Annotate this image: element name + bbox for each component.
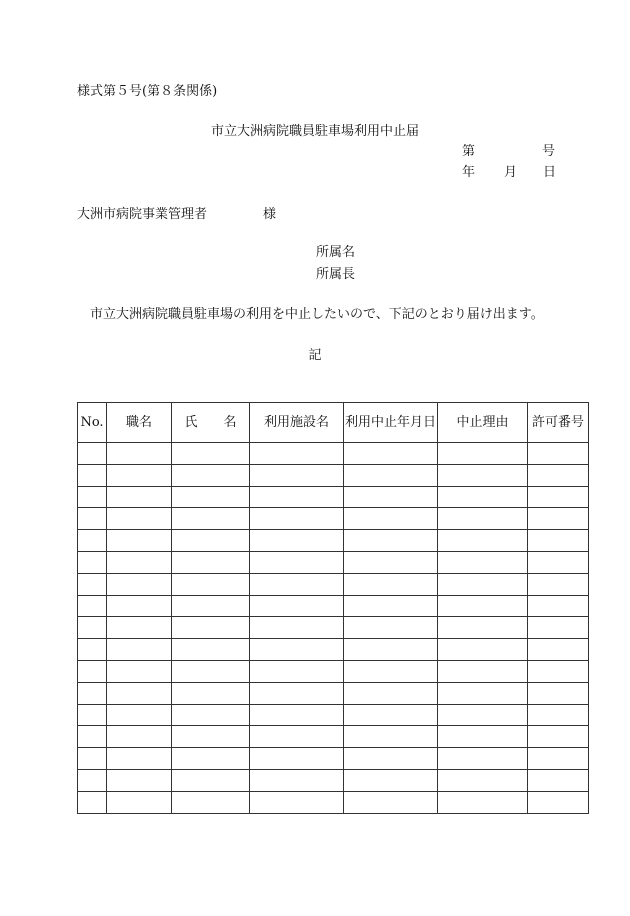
table-cell[interactable]: [78, 769, 107, 791]
table-cell[interactable]: [250, 443, 344, 465]
table-cell[interactable]: [78, 748, 107, 770]
number-go: 号: [542, 144, 556, 159]
table-cell[interactable]: [107, 769, 172, 791]
table-row: [78, 726, 589, 748]
table-cell[interactable]: [344, 443, 438, 465]
table-row: [78, 595, 589, 617]
table-cell[interactable]: [438, 791, 528, 813]
table-cell[interactable]: [344, 769, 438, 791]
table-row: [78, 486, 589, 508]
table-cell[interactable]: [172, 726, 250, 748]
table-cell[interactable]: [107, 748, 172, 770]
header-facility: 利用施設名: [250, 403, 344, 443]
table-cell[interactable]: [172, 464, 250, 486]
table-cell[interactable]: [344, 573, 438, 595]
table-cell[interactable]: [107, 595, 172, 617]
table-cell[interactable]: [172, 443, 250, 465]
ki-heading: 記: [308, 348, 322, 363]
table-cell[interactable]: [528, 639, 589, 661]
table-cell[interactable]: [250, 769, 344, 791]
table-cell[interactable]: [172, 595, 250, 617]
table-cell[interactable]: [172, 551, 250, 573]
table-row: [78, 639, 589, 661]
table-cell[interactable]: [344, 704, 438, 726]
table-row: [78, 551, 589, 573]
table-cell[interactable]: [250, 748, 344, 770]
table-header-row: [78, 403, 589, 443]
table-cell[interactable]: [528, 530, 589, 552]
table-cell[interactable]: [344, 617, 438, 639]
table-cell[interactable]: [438, 530, 528, 552]
table-cell[interactable]: [344, 530, 438, 552]
table-cell[interactable]: [250, 551, 344, 573]
table-cell[interactable]: [78, 443, 107, 465]
table-cell[interactable]: [78, 791, 107, 813]
table-cell[interactable]: [250, 660, 344, 682]
date-year: 年: [462, 165, 476, 180]
table-cell[interactable]: [344, 726, 438, 748]
table-cell[interactable]: [78, 508, 107, 530]
table-cell[interactable]: [78, 617, 107, 639]
header-stop-date: 利用中止年月日: [344, 403, 438, 443]
header-permit-number: 許可番号: [528, 403, 589, 443]
affiliation-name-label: 所属名: [316, 245, 356, 260]
table-cell[interactable]: [78, 464, 107, 486]
table-row: [78, 748, 589, 770]
table-cell[interactable]: [172, 617, 250, 639]
table-cell[interactable]: [250, 791, 344, 813]
table-cell[interactable]: [107, 508, 172, 530]
table-cell[interactable]: [528, 748, 589, 770]
table-cell[interactable]: [250, 486, 344, 508]
table-cell[interactable]: [438, 748, 528, 770]
addressee-name: 大洲市病院事業管理者: [77, 207, 208, 222]
table-row: [78, 682, 589, 704]
header-job-title: 職名: [107, 403, 172, 443]
table-cell[interactable]: [78, 726, 107, 748]
table-cell[interactable]: [528, 508, 589, 530]
table-cell[interactable]: [438, 682, 528, 704]
table-cell[interactable]: [528, 769, 589, 791]
table-cell[interactable]: [172, 573, 250, 595]
header-no: No.: [78, 403, 107, 443]
header-reason: 中止理由: [438, 403, 528, 443]
table-cell[interactable]: [438, 464, 528, 486]
table-cell[interactable]: [528, 573, 589, 595]
header-name: 氏 名: [172, 403, 250, 443]
table-cell[interactable]: [344, 682, 438, 704]
table-cell[interactable]: [78, 595, 107, 617]
table-cell[interactable]: [78, 530, 107, 552]
table-cell[interactable]: [528, 551, 589, 573]
table-cell[interactable]: [107, 639, 172, 661]
table-cell[interactable]: [250, 530, 344, 552]
table-cell[interactable]: [172, 508, 250, 530]
table-cell[interactable]: [78, 682, 107, 704]
table-cell[interactable]: [172, 530, 250, 552]
records-table: [77, 402, 589, 814]
document-title: 市立大洲病院職員駐車場利用中止届: [210, 124, 419, 139]
table-cell[interactable]: [172, 748, 250, 770]
table-cell[interactable]: [107, 726, 172, 748]
table-cell[interactable]: [172, 639, 250, 661]
date-month: 月: [504, 165, 518, 180]
table-cell[interactable]: [528, 617, 589, 639]
table-row: [78, 769, 589, 791]
table-cell[interactable]: [172, 769, 250, 791]
table-cell[interactable]: [528, 443, 589, 465]
table-cell[interactable]: [438, 443, 528, 465]
table-cell[interactable]: [172, 486, 250, 508]
table-cell[interactable]: [107, 551, 172, 573]
table-cell[interactable]: [172, 682, 250, 704]
table-cell[interactable]: [528, 791, 589, 813]
table-cell[interactable]: [250, 573, 344, 595]
table-cell[interactable]: [250, 682, 344, 704]
table-cell[interactable]: [107, 660, 172, 682]
table-cell[interactable]: [250, 595, 344, 617]
table-cell[interactable]: [172, 660, 250, 682]
table-cell[interactable]: [438, 704, 528, 726]
table-cell[interactable]: [438, 660, 528, 682]
table-cell[interactable]: [107, 443, 172, 465]
table-cell[interactable]: [172, 791, 250, 813]
table-cell[interactable]: [344, 508, 438, 530]
table-cell[interactable]: [78, 704, 107, 726]
table-cell[interactable]: [344, 639, 438, 661]
table-cell[interactable]: [250, 464, 344, 486]
table-cell[interactable]: [528, 464, 589, 486]
number-dai: 第: [462, 144, 476, 159]
table-cell[interactable]: [344, 748, 438, 770]
table-row: [78, 617, 589, 639]
table-cell[interactable]: [344, 660, 438, 682]
table-cell[interactable]: [107, 704, 172, 726]
table-row: [78, 443, 589, 465]
table-cell[interactable]: [78, 573, 107, 595]
table-cell[interactable]: [438, 595, 528, 617]
table-cell[interactable]: [528, 486, 589, 508]
table-cell[interactable]: [78, 639, 107, 661]
table-cell[interactable]: [528, 726, 589, 748]
table-cell[interactable]: [172, 704, 250, 726]
table-row: [78, 464, 589, 486]
table-row: [78, 704, 589, 726]
table-cell[interactable]: [438, 573, 528, 595]
table-cell[interactable]: [250, 704, 344, 726]
table-cell[interactable]: [107, 682, 172, 704]
table-cell[interactable]: [438, 486, 528, 508]
table-cell[interactable]: [344, 486, 438, 508]
table-cell[interactable]: [250, 639, 344, 661]
table-cell[interactable]: [107, 464, 172, 486]
body-text: 市立大洲病院職員駐車場の利用を中止したいので、下記のとおり届け出ます。: [90, 307, 544, 322]
table-cell[interactable]: [528, 660, 589, 682]
table-cell[interactable]: [250, 508, 344, 530]
table-cell[interactable]: [528, 704, 589, 726]
table-cell[interactable]: [438, 639, 528, 661]
table-cell[interactable]: [107, 530, 172, 552]
table-cell[interactable]: [250, 617, 344, 639]
addressee-suffix: 様: [263, 207, 277, 222]
table-cell[interactable]: [344, 551, 438, 573]
table-cell[interactable]: [107, 791, 172, 813]
table-cell[interactable]: [344, 595, 438, 617]
table-cell[interactable]: [344, 791, 438, 813]
table-row: [78, 791, 589, 813]
table-cell[interactable]: [438, 551, 528, 573]
table-cell[interactable]: [528, 595, 589, 617]
table-cell[interactable]: [344, 464, 438, 486]
affiliation-head-label: 所属長: [316, 267, 356, 282]
table-row: [78, 530, 589, 552]
table-cell[interactable]: [107, 573, 172, 595]
table-row: [78, 508, 589, 530]
table-cell[interactable]: [78, 486, 107, 508]
table-row: [78, 573, 589, 595]
table-cell[interactable]: [78, 551, 107, 573]
form-number: 様式第５号(第８条関係): [77, 84, 218, 99]
table-cell[interactable]: [250, 726, 344, 748]
table-cell[interactable]: [438, 508, 528, 530]
table-cell[interactable]: [528, 682, 589, 704]
table-cell[interactable]: [107, 617, 172, 639]
table-cell[interactable]: [438, 617, 528, 639]
addressee: [77, 203, 277, 222]
table-cell[interactable]: [78, 660, 107, 682]
table-body: [78, 443, 589, 814]
table-cell[interactable]: [107, 486, 172, 508]
date-day: 日: [543, 165, 557, 180]
table-row: [78, 660, 589, 682]
table-cell[interactable]: [438, 726, 528, 748]
table-cell[interactable]: [438, 769, 528, 791]
